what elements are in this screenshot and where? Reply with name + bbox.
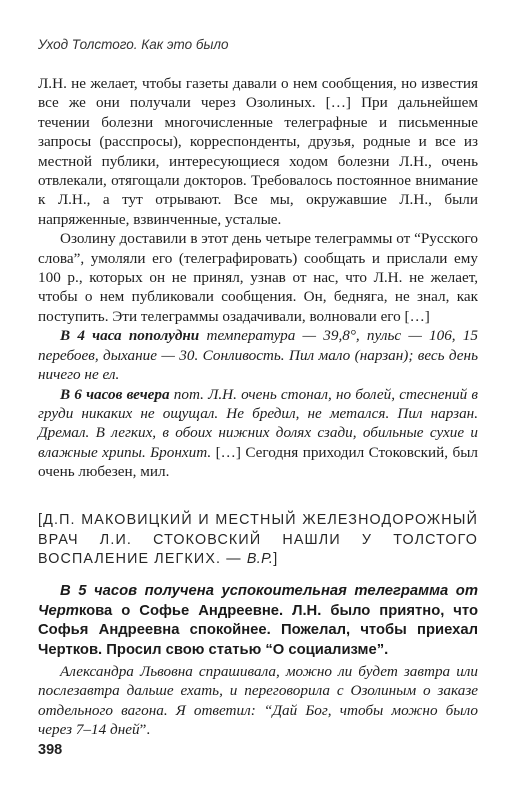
editorial-text: [Д.П. МАКОВИЦКИЙ И МЕСТНЫЙ ЖЕЛЕЗНОДОРОЖНЫЙ ВРАЧ Л.И. СТОКОВСКИЙ НАШЛИ У ТОЛСТОГО ВОСПАЛЕНИЕ ЛЕГКИХ. — xyxy=(38,512,478,568)
page-number: 398 xyxy=(38,742,63,758)
entry-text-6pm-upright: […] Сегодня приходил Стоковский, был очень любезен, мил. xyxy=(38,443,478,481)
paragraph-1: Л.Н. не желает, чтобы газеты давали о нем сообщения, но известия все же они получали через Озолиных. […] При дальнейшем течении болезни многочисленные телеграфные и письменные запросы (расспросы), корреспонденты, друзья, родные и все из местной публики, интересующиеся ходом болезни Л.Н., очень отвлекали, отягощали докторов. Требовалось постоянное внимание к Л.Н., а тут отрывают. Все мы, окружавшие Л.Н., были напряженные, взвинченные, усталые. xyxy=(38,75,478,228)
editorial-note xyxy=(38,511,478,570)
entry-text-4pm: температура — 39,8°, пульс — 106, 15 перебоев, дыхание — 30. Сонливость. Пил мало (нарзан); весь день ничего не ел. xyxy=(38,327,478,384)
running-head: Уход Толстого. Как это было xyxy=(38,37,229,52)
entry-time-6pm: В 6 часов вечера xyxy=(60,385,170,403)
bold-entry-italic: В 5 часов получена успокоительная телеграмма от Черт xyxy=(38,583,478,619)
diary-entry-4pm xyxy=(38,326,478,384)
editorial-close: ] xyxy=(273,551,279,568)
entry-time-4pm: В 4 часа пополудни xyxy=(60,327,200,345)
final-paragraph xyxy=(38,662,478,740)
diary-entry-6pm xyxy=(38,385,478,482)
bold-entry-rest: кова о Софье Андреевне. Л.Н. было приятно, что Софья Андреевна спокойнее. Пожелал, чтобы приехал Чертков. Просил свою статью “О социализме”. xyxy=(38,602,478,658)
final-upright: ”. xyxy=(139,721,151,739)
bold-entry xyxy=(38,582,478,660)
paragraph-2: Озолину доставили в этот день четыре телеграммы от “Русского слова”, умоляли его (телеграфировать) сообщать и прислали ему 100 р., которых он не принял, узнав от нас, что Л.Н. не желает, чтобы о нем публиковали сообщения. Он, бедняга, не знал, как поступить. Эти телеграммы озадачивали, волновали его […] xyxy=(38,230,478,325)
final-italic: Александра Львовна спрашивала, можно ли будет завтра или послезавтра дальше ехать, и переговорила с Озолиным о заказе отдельного вагона. Я ответил: “Дай Бог, чтобы можно было через 7–14 дней xyxy=(38,663,478,739)
editorial-signature: В.Р. xyxy=(246,551,274,568)
entry-text-6pm-italic: пот. Л.Н. очень стонал, но болей, стеснений в груди никаких не ощущал. Не бредил, не метался. Пил нарзан. Дремал. В легких, в обоих нижних долях сзади, обильные сухие и влажные хрипы. Бронхит. xyxy=(38,385,478,461)
body-text xyxy=(38,74,478,482)
